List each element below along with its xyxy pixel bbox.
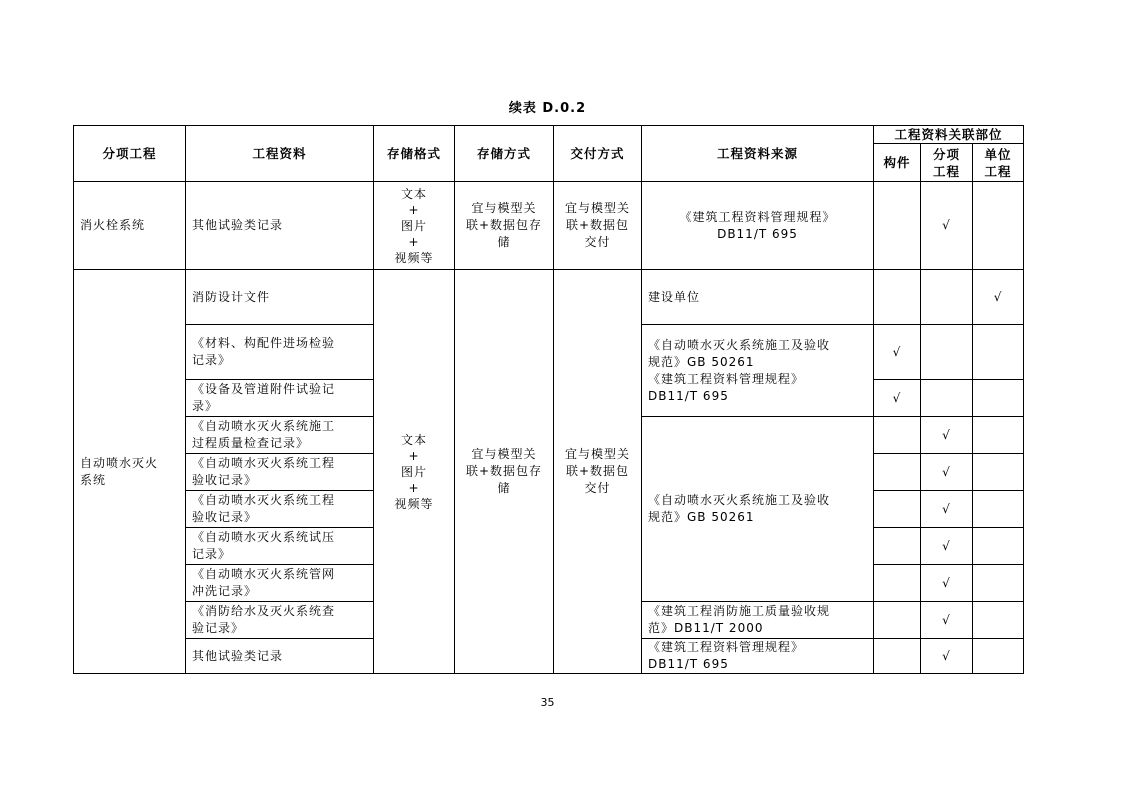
row-ziliao: 《设备及管道附件试验记 录》 xyxy=(186,380,374,417)
row-danwei-empty xyxy=(973,454,1024,491)
row-danwei-empty xyxy=(973,491,1024,528)
row-laiyuan: 《建筑工程资料管理规程》 DB11/T 695 xyxy=(642,182,874,270)
row-danwei-empty xyxy=(973,602,1024,639)
check-mark: √ xyxy=(921,454,973,491)
row-ziliao: 《消防给水及灭火系统查 验记录》 xyxy=(186,602,374,639)
row-goujian-empty xyxy=(874,491,921,528)
check-mark: √ xyxy=(874,325,921,380)
header-jiaofu: 交付方式 xyxy=(554,126,642,182)
check-mark: √ xyxy=(921,639,973,674)
table-title: 续表 D.0.2 xyxy=(508,101,587,116)
check-mark: √ xyxy=(921,565,973,602)
row-goujian-empty xyxy=(874,270,921,325)
row-geshi: 文本 + 图片 + 视频等 xyxy=(374,182,455,270)
row-laiyuan: 《建筑工程消防施工质量验收规 范》DB11/T 2000 xyxy=(642,602,874,639)
header-geshi: 存储格式 xyxy=(374,126,455,182)
check-mark: √ xyxy=(921,491,973,528)
row-goujian-empty xyxy=(874,182,921,270)
row-ziliao: 《自动喷水灭火系统试压 记录》 xyxy=(186,528,374,565)
header-guanlian: 工程资料关联部位 xyxy=(874,126,1024,144)
check-mark: √ xyxy=(921,417,973,454)
row-ziliao: 其他试验类记录 xyxy=(186,182,374,270)
check-mark: √ xyxy=(973,270,1024,325)
row-ziliao: 其他试验类记录 xyxy=(186,639,374,674)
row-fenxiang: 消火栓系统 xyxy=(74,182,186,270)
row-laiyuan: 《自动喷水灭火系统施工及验收 规范》GB 50261 《建筑工程资料管理规程》 DB11/T 695 xyxy=(642,325,874,417)
row-ziliao: 《材料、构配件进场检验 记录》 xyxy=(186,325,374,380)
engineering-data-table xyxy=(73,125,1024,674)
row-fenxiang-empty xyxy=(921,380,973,417)
header-ziliao: 工程资料 xyxy=(186,126,374,182)
row-laiyuan: 《建筑工程资料管理规程》 DB11/T 695 xyxy=(642,639,874,674)
header-laiyuan: 工程资料来源 xyxy=(642,126,874,182)
check-mark: √ xyxy=(921,528,973,565)
row-danwei-empty xyxy=(973,639,1024,674)
check-mark: √ xyxy=(921,182,973,270)
check-mark: √ xyxy=(921,602,973,639)
row-jiaofu: 宜与模型关 联+数据包 交付 xyxy=(554,270,642,674)
row-fenxiang-empty xyxy=(921,325,973,380)
row-geshi: 文本 + 图片 + 视频等 xyxy=(374,270,455,674)
row-fangshi: 宜与模型关 联+数据包存 储 xyxy=(455,182,554,270)
header-fangshi: 存储方式 xyxy=(455,126,554,182)
row-laiyuan: 《自动喷水灭火系统施工及验收 规范》GB 50261 xyxy=(642,417,874,602)
row-fenxiang-empty xyxy=(921,270,973,325)
row-ziliao: 消防设计文件 xyxy=(186,270,374,325)
header-fenxiang-gc: 分项 工程 xyxy=(921,144,973,182)
row-goujian-empty xyxy=(874,639,921,674)
row-fangshi: 宜与模型关 联+数据包存 储 xyxy=(455,270,554,674)
header-fenxiang: 分项工程 xyxy=(74,126,186,182)
row-goujian-empty xyxy=(874,602,921,639)
row-jiaofu: 宜与模型关 联+数据包 交付 xyxy=(554,182,642,270)
row-danwei-empty xyxy=(973,565,1024,602)
page-number: 35 xyxy=(540,696,555,709)
header-danwei-gc: 单位 工程 xyxy=(973,144,1024,182)
row-danwei-empty xyxy=(973,380,1024,417)
row-danwei-empty xyxy=(973,182,1024,270)
row-ziliao: 《自动喷水灭火系统工程 验收记录》 xyxy=(186,491,374,528)
row-danwei-empty xyxy=(973,325,1024,380)
row-laiyuan: 建设单位 xyxy=(642,270,874,325)
row-ziliao: 《自动喷水灭火系统管网 冲洗记录》 xyxy=(186,565,374,602)
row-ziliao: 《自动喷水灭火系统工程 验收记录》 xyxy=(186,454,374,491)
header-goujian: 构件 xyxy=(874,144,921,182)
row-goujian-empty xyxy=(874,454,921,491)
row-goujian-empty xyxy=(874,565,921,602)
row-ziliao: 《自动喷水灭火系统施工 过程质量检查记录》 xyxy=(186,417,374,454)
row-fenxiang: 自动喷水灭火 系统 xyxy=(74,270,186,674)
row-danwei-empty xyxy=(973,528,1024,565)
row-goujian-empty xyxy=(874,528,921,565)
row-danwei-empty xyxy=(973,417,1024,454)
row-goujian-empty xyxy=(874,417,921,454)
check-mark: √ xyxy=(874,380,921,417)
